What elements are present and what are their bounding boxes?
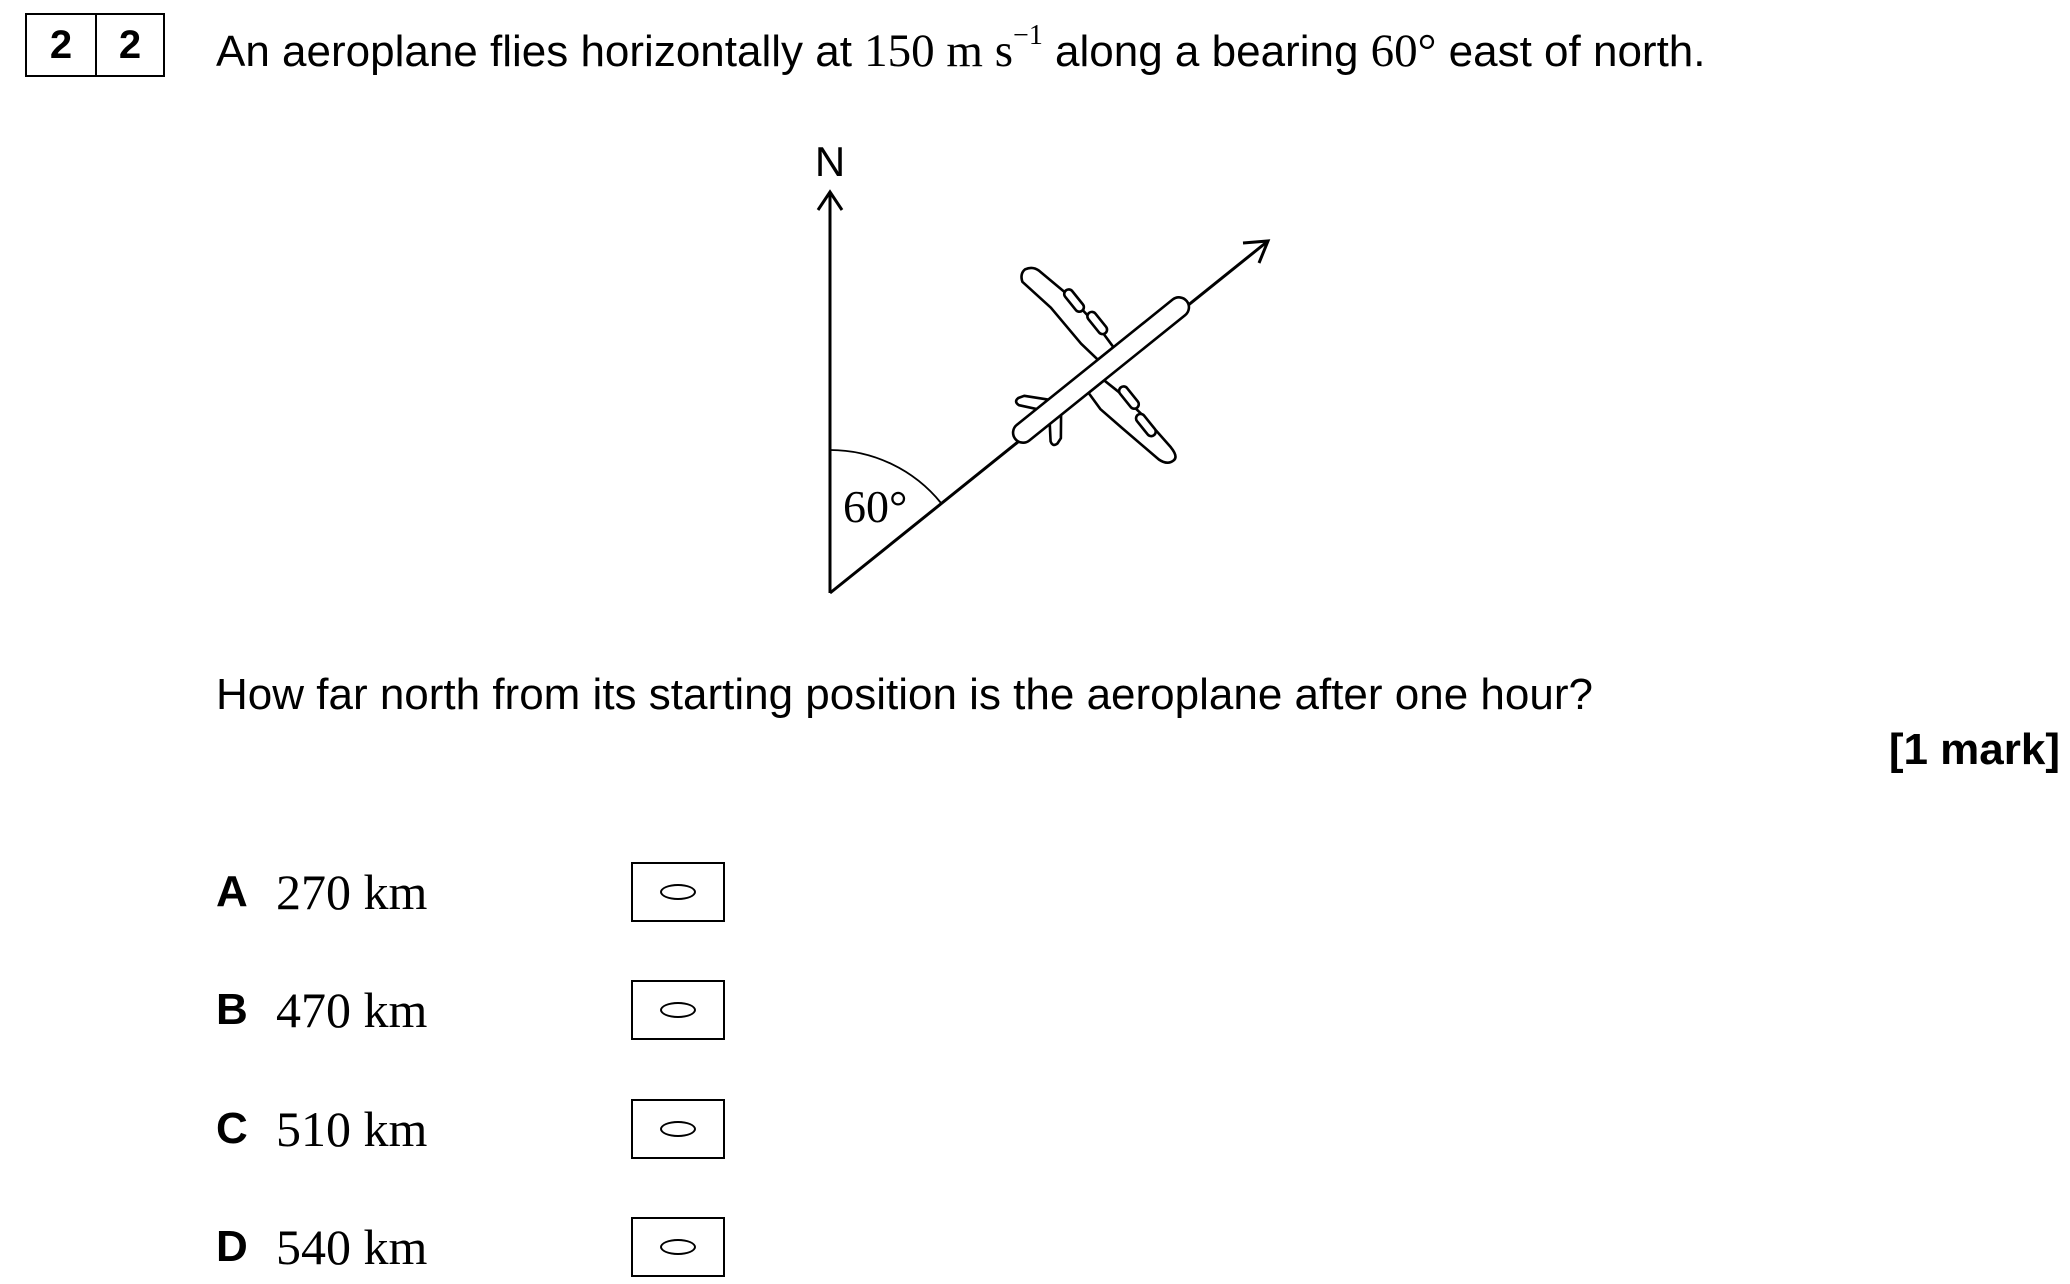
option-a-lozenge-icon: [660, 884, 696, 900]
option-d-lozenge-icon: [660, 1239, 696, 1255]
option-b-lozenge-icon: [660, 1002, 696, 1018]
speed-exponent: −1: [1013, 20, 1043, 51]
stem-suffix: east of north.: [1436, 27, 1706, 76]
question-number-digit-2: 2: [95, 15, 163, 75]
bearing-diagram: [0, 0, 2070, 640]
stem-middle: along a bearing: [1042, 27, 1371, 76]
option-d-answer-box[interactable]: [631, 1217, 725, 1277]
option-b-answer-box[interactable]: [631, 980, 725, 1040]
option-a: [216, 862, 427, 922]
option-d: [216, 1217, 427, 1277]
question-number-digit-1: 2: [49, 22, 73, 67]
option-b-value: 470 km: [276, 982, 428, 1038]
option-c: [216, 1099, 427, 1159]
mark-allocation: [1 mark]: [1888, 725, 2060, 774]
speed-value: 150 m $s^{-1}$: [864, 20, 1043, 77]
option-a-answer-box[interactable]: [631, 862, 725, 922]
option-a-value: 270 km: [276, 864, 428, 920]
option-c-answer-box[interactable]: [631, 1099, 725, 1159]
stem-prefix: An aeroplane flies horizontally at: [216, 27, 865, 76]
option-d-letter: D: [216, 1222, 248, 1271]
option-c-lozenge-icon: [660, 1121, 696, 1137]
aeroplane-icon: [936, 203, 1259, 529]
option-d-value: 540 km: [276, 1219, 428, 1275]
option-c-letter: C: [216, 1104, 248, 1153]
option-c-value: 510 km: [276, 1101, 428, 1157]
option-a-letter: A: [216, 867, 248, 916]
bearing-value: 60°: [1370, 25, 1437, 77]
north-label: N: [814, 138, 846, 185]
angle-label: 60°: [843, 481, 908, 532]
question-text: How far north from its starting position is the aeroplane after one hour?: [216, 670, 1593, 719]
option-b: [216, 980, 427, 1040]
option-b-letter: B: [216, 985, 248, 1034]
